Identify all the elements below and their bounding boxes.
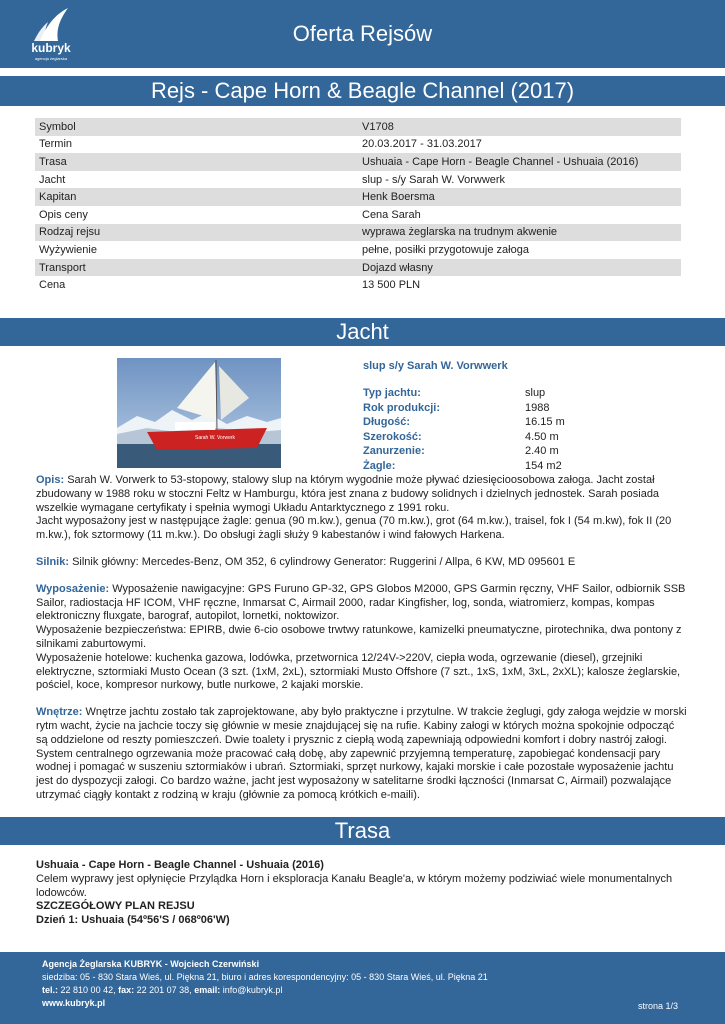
spec-value: 4.50 m bbox=[525, 430, 559, 443]
page-title: Oferta Rejsów bbox=[292, 21, 433, 46]
fax-label: fax: bbox=[118, 985, 135, 995]
spec-value: slup bbox=[525, 387, 546, 399]
spec-row bbox=[363, 416, 603, 431]
route-section-title: Trasa bbox=[334, 818, 391, 843]
footer-company: Agencja Żeglarska KUBRYK - Wojciech Czerwiński bbox=[42, 959, 260, 969]
website-link[interactable]: www.kubryk.pl bbox=[42, 998, 106, 1008]
wyposazenie-nav-text: Wyposażenie nawigacyjne: GPS Furuno GP-32, GPS Globos M2000, GPS Garmin ręczny, VHF Sailor, odbiornik SSB Sailor, radiostacja HF ICOM, VHF ręczne, Inmarsat C, Airmail 2000, radar Kingfisher, log, sonda, wiatromierz, kompas, kompas elektroniczny fluxgate, barograf, autopilot, lornetki, noktowizor. bbox=[36, 582, 686, 623]
info-label: Trasa bbox=[35, 153, 358, 171]
info-label: Jacht bbox=[39, 173, 66, 186]
spec-value: 154 m2 bbox=[525, 459, 562, 472]
info-label: Kapitan bbox=[35, 188, 358, 206]
info-label: Opis ceny bbox=[39, 208, 88, 221]
header-bar bbox=[0, 0, 725, 68]
logo-text: kubryk bbox=[31, 41, 71, 55]
wnetrze-text: Wnętrze jachtu zostało tak zaprojektowane, aby było praktyczne i przytulne. W trakcie żeglugi, gdy załoga wejdzie w morski rytm wacht, życie na jachcie toczy się głównie w mesie znajdującej się na rufie. Kabiny załogi w których można spokojnie odpocząć są oddzielone od reszty pomieszczeń. Dwie toalety i prysznic z ciepłą wodą zapewniają odpowiedni komfort i dobry nastrój załogi. bbox=[36, 706, 687, 746]
info-label: Termin bbox=[39, 138, 73, 151]
yacht-section-title: Jacht bbox=[336, 319, 389, 344]
info-value: Cena Sarah bbox=[362, 208, 421, 221]
cruise-title-banner bbox=[0, 76, 725, 106]
yacht-description bbox=[36, 474, 688, 803]
spec-label: Rok produkcji: bbox=[363, 401, 441, 414]
info-row bbox=[35, 276, 681, 294]
route-description bbox=[36, 859, 688, 928]
info-value: pełne, posiłki przygotowuje załoga bbox=[362, 243, 529, 256]
info-value: V1708 bbox=[358, 118, 681, 136]
info-value: Ushuaia - Cape Horn - Beagle Channel - Ushuaia (2016) bbox=[358, 153, 681, 171]
spec-row bbox=[363, 387, 603, 402]
page-number: strona 1/3 bbox=[638, 1001, 679, 1011]
footer bbox=[0, 952, 725, 1024]
logo-subtitle: agencja żeglarska bbox=[34, 56, 68, 61]
route-text: Celem wyprawy jest opłynięcie Przylądka Horn i eksploracja Kanału Beagle'a, w którym możemy podziwiać wiele monumentalnych lodowców. bbox=[36, 872, 673, 899]
opis-text-2: Jacht wyposażony jest w następujące żagle: genua (90 m.kw.), genua (70 m.kw.), grot (64 m.kw.), traisel, fok I (54 m.kw), fok II (20 m.kw.), fok sztormowy (11 m.kw.). Do obsługi żagli służy 9 kabestanów i wind fałowych Harkena. bbox=[36, 515, 672, 542]
info-row bbox=[35, 118, 681, 136]
opis-text: Sarah W. Vorwerk to 53-stopowy, stalowy slup na którym wygodnie może pływać dziesięcioosobowa załoga. Jacht został zbudowany w 1988 roku w stoczni Feltz w Hamburgu, która jest znana z budowy solidnych i dzielnych jednostek. Sarah posiada wszelkie wymagane certyfikaty i spełnia wymogi Układu Antarktycznego z 1991 roku. bbox=[36, 474, 660, 514]
cruise-title: Rejs - Cape Horn & Beagle Channel (2017) bbox=[150, 78, 575, 103]
info-label: Symbol bbox=[35, 118, 358, 136]
tel-label: tel.: bbox=[42, 985, 59, 995]
fax-value: 22 201 07 38, bbox=[136, 985, 192, 995]
yacht-photo bbox=[117, 358, 281, 468]
wnetrze-label: Wnętrze: bbox=[36, 706, 83, 719]
info-row bbox=[35, 224, 681, 242]
kubryk-logo[interactable] bbox=[26, 5, 76, 63]
info-value: Henk Boersma bbox=[358, 188, 681, 206]
email-label: email: bbox=[194, 985, 221, 995]
email-link[interactable]: info@kubryk.pl bbox=[222, 985, 283, 995]
spec-row bbox=[363, 431, 603, 446]
spec-row bbox=[363, 460, 603, 475]
spec-label: Typ jachtu: bbox=[363, 387, 421, 399]
info-value: slup - s/y Sarah W. Vorwwerk bbox=[362, 173, 506, 186]
wyposazenie-label: Wyposażenie: bbox=[36, 582, 110, 595]
info-value: wyprawa żeglarska na trudnym akwenie bbox=[358, 224, 681, 242]
info-row bbox=[35, 188, 681, 206]
yacht-name: slup s/y Sarah W. Vorwwerk bbox=[363, 360, 508, 372]
wnetrze-text-2: System centralnego ogrzewania może pracować całą dobę, aby zapewnić przyjemną temperaturę, zapobiegać kondensacji pary wodnej i pomagać w suszeniu sztormiaków i ubrań. Sztormiaki, sprzęt nurkowy, kajaki morskie i całe pozostałe wyposażenie jachtu jest do dyspozycji załogi. Co bardzo ważne, jacht jest wyposażony w satelitarne środki łączności (Inmarsat C, Airmail) pozwalające utrzymać ciągły kontakt z rodziną w kraju (głównie za pomocą krótkich e-maili). bbox=[36, 747, 674, 801]
route-section-banner bbox=[0, 817, 725, 845]
info-label: Wyżywienie bbox=[39, 243, 97, 256]
info-value: Dojazd własny bbox=[358, 259, 681, 277]
spec-label: Szerokość: bbox=[363, 430, 422, 443]
info-row bbox=[35, 206, 681, 224]
sail-icon bbox=[26, 5, 76, 45]
day-1-title: Dzień 1: Ushuaia (54º56'S / 068º06'W) bbox=[36, 914, 230, 927]
opis-label: Opis: bbox=[36, 474, 65, 486]
tel-value[interactable]: 22 810 00 42, bbox=[60, 985, 116, 995]
spec-row bbox=[363, 445, 603, 460]
yacht-specs bbox=[363, 387, 603, 475]
info-row bbox=[35, 136, 681, 154]
spec-label: Długość: bbox=[363, 416, 411, 429]
yacht-section-banner bbox=[0, 318, 725, 346]
spec-value: 2.40 m bbox=[525, 445, 559, 458]
info-row bbox=[35, 259, 681, 277]
yacht-hull-name: Sarah W. Vorwerk bbox=[195, 435, 236, 441]
wyposazenie-hotel-text: Wyposażenie hotelowe: kuchenka gazowa, lodówka, przetwornica 12/24V->220V, ciepła woda, ogrzewanie (diesel), grzejniki elektryczne, sztormiaki Musto Ocean (3 szt. (1xM, 2xL), sztormiaki Musto Offshore (7 szt., 1xS, 1xM, 3xL, 2xXL); kalosze żeglarskie, pościel, koce, kompresor nurkowy, butle nurkowe, 2 kajaki morskie. bbox=[36, 651, 681, 692]
footer-address: siedziba: 05 - 830 Stara Wieś, ul. Piękna 21, biuro i adres korespondencyjny: 05 - 830 Stara Wieś, ul. Piękna 21 bbox=[42, 972, 488, 982]
info-label: Rodzaj rejsu bbox=[35, 224, 358, 242]
info-value: 20.03.2017 - 31.03.2017 bbox=[362, 138, 482, 151]
spec-label: Żagle: bbox=[363, 459, 396, 472]
spec-row bbox=[363, 402, 603, 417]
info-row bbox=[35, 171, 681, 189]
info-label: Transport bbox=[35, 259, 358, 277]
plan-title: SZCZEGÓŁOWY PLAN REJSU bbox=[36, 900, 195, 913]
info-row bbox=[35, 153, 681, 171]
info-row bbox=[35, 241, 681, 259]
silnik-label: Silnik: bbox=[36, 555, 70, 568]
spec-value: 16.15 m bbox=[525, 416, 565, 429]
info-label: Cena bbox=[39, 279, 66, 292]
info-value: 13 500 PLN bbox=[362, 279, 421, 292]
cruise-info-table bbox=[35, 118, 681, 294]
footer-contact bbox=[42, 985, 282, 995]
wyposazenie-safety-text: Wyposażenie bezpieczeństwa: EPIRB, dwie 6-cio osobowe trwtwy ratunkowe, kamizelki pneumatyczne, pirotechnika, dwa pontony z silnikami zaburtowymi. bbox=[36, 624, 682, 650]
route-name: Ushuaia - Cape Horn - Beagle Channel - Ushuaia (2016) bbox=[36, 859, 324, 871]
spec-value: 1988 bbox=[525, 401, 550, 414]
spec-label: Zanurzenie: bbox=[363, 445, 425, 458]
silnik-text: Silnik główny: Mercedes-Benz, OM 352, 6 cylindrowy Generator: Ruggerini / Allpa, 6 KW, MD 095601 E bbox=[72, 555, 576, 568]
